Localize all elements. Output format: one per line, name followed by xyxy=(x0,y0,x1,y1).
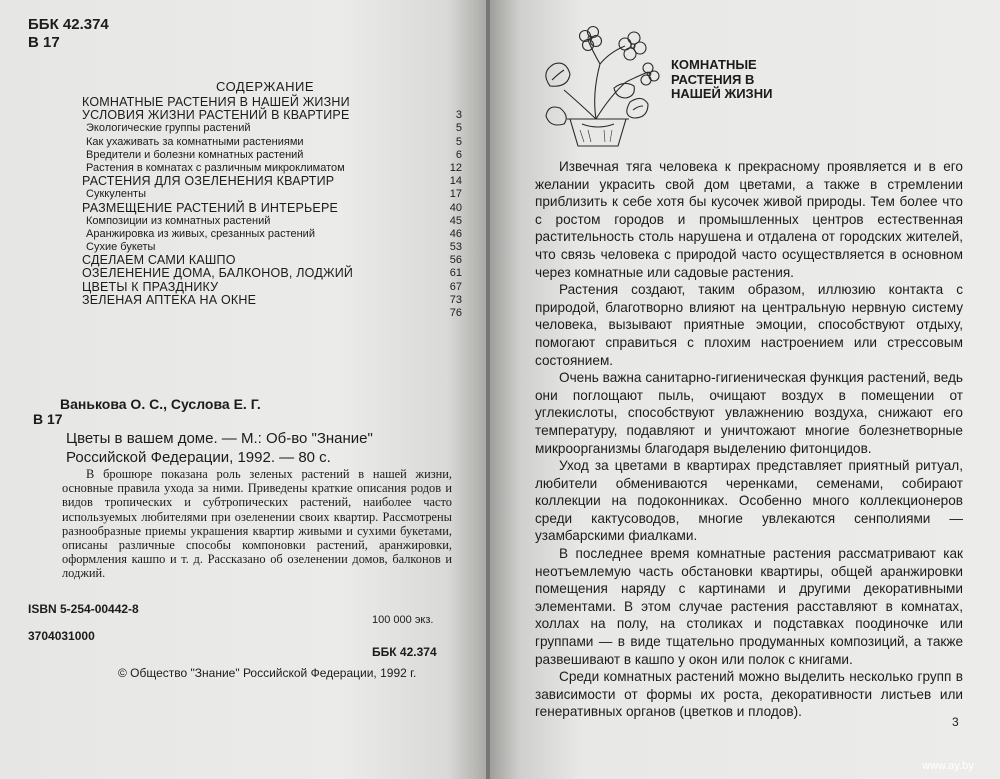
toc-entry-page: 6 xyxy=(455,148,462,161)
toc-entry-title: СДЕЛАЕМ САМИ КАШПО xyxy=(82,253,236,268)
body-paragraph: Среди комнатных растений можно выделить несколько групп в зависимости от формы их роста, декоративности листьев или генеративных органов (цветков и плодов). xyxy=(535,669,963,720)
toc-entry-page: 45 xyxy=(449,214,462,227)
toc-entry-title: Растения в комнатах с различным микроклиматом xyxy=(86,161,345,174)
toc-entry-page: 67 xyxy=(449,280,462,293)
toc-entry-page: 76 xyxy=(449,307,462,319)
toc-entry-page: 12 xyxy=(449,161,462,174)
toc-entry-title: ЦВЕТЫ К ПРАЗДНИКУ xyxy=(82,279,219,294)
toc-entry xyxy=(82,188,462,201)
toc-entry-page: 14 xyxy=(449,175,462,188)
toc-entry xyxy=(82,122,462,135)
toc-entry-page: 5 xyxy=(455,135,462,148)
toc-entry-title: Вредители и болезни комнатных растений xyxy=(86,148,304,161)
page-number: 3 xyxy=(952,715,959,729)
geranium-illustration xyxy=(530,24,665,149)
toc-entry xyxy=(82,175,462,188)
print-run: 100 000 экз. xyxy=(372,614,434,626)
body-text xyxy=(535,158,963,721)
toc-entry-title: РАСТЕНИЯ ДЛЯ ОЗЕЛЕНЕНИЯ КВАРТИР xyxy=(82,174,335,189)
toc-entry xyxy=(82,267,462,280)
catalog-code: В 17 xyxy=(28,34,60,51)
toc-entry xyxy=(82,281,462,294)
toc-entry-page: 56 xyxy=(449,254,462,267)
bbk-code-bottom: ББК 42.374 xyxy=(372,645,437,659)
toc-entry-page: 53 xyxy=(449,241,462,254)
pot-shape xyxy=(570,119,626,146)
toc-entry xyxy=(82,136,462,149)
book-gutter xyxy=(486,0,490,779)
toc-entry xyxy=(82,307,462,320)
toc-entry-page: 46 xyxy=(449,227,462,240)
body-paragraph: В последнее время комнатные растения рассматривают как неотъемлемую часть обстановки квартиры, общей аранжировки помещения наряду с картинами и другими декоративными элементами. В этом случае растения расставляют в комнатах, холлах на полу, на столиках и подставках поодиночке или группами — в виде тщательно продуманных композиций, а также развешивают в кашпо у окон или полок с книгами. xyxy=(535,546,963,667)
toc-entry-title: УСЛОВИЯ ЖИЗНИ РАСТЕНИЙ В КВАРТИРЕ xyxy=(82,108,350,123)
toc-entry-title: РАЗМЕЩЕНИЕ РАСТЕНИЙ В ИНТЕРЬЕРЕ xyxy=(82,200,339,215)
annotation xyxy=(62,467,452,581)
toc-entry xyxy=(82,202,462,215)
toc-entry-title: Суккуленты xyxy=(86,188,147,201)
bibliographic-entry xyxy=(66,429,446,467)
body-paragraph: Извечная тяга человека к прекрасному проявляется и в его желании украсить свой дом цветами, а также в стремлении приблизить к себе хотя бы кусочек живой природы. Тем более что с ростом городов и промышленных центров естественная растительность столь нарушена и отдалена от городских жителей, что связь человека с природой часто осуществляется в основном через комнатные или садовые растения. xyxy=(535,159,963,280)
flower-cluster-1 xyxy=(619,32,646,60)
body-paragraph: Очень важна санитарно-гигиеническая функция растений, ведь они поглощают пыль, очищают воздух в помещении от углекислоты, способствуют увлажнению воздуха, снижают его температуру, подавляют и уничтожают многие болезнетворные микроорганизмы благодаря выделению фитонцидов. xyxy=(535,370,963,456)
toc-entry-page: 40 xyxy=(449,201,462,214)
toc-heading: СОДЕРЖАНИЕ xyxy=(216,79,315,94)
table-of-contents xyxy=(82,96,462,320)
toc-entry-title: ЗЕЛЕНАЯ АПТЕКА НА ОКНЕ xyxy=(82,292,257,307)
toc-entry-page: 17 xyxy=(449,188,462,201)
toc-entry-page: 3 xyxy=(455,109,462,122)
toc-entry-page: 5 xyxy=(455,122,462,135)
toc-entry xyxy=(82,215,462,228)
body-paragraph: Растения создают, таким образом, иллюзию контакта с природой, благотворно влияют на центральную нервную систему человека, вызывают приятные эмоции, способствуют отдыху, помогают справиться с плохим настроением или стрессовым состоянием. xyxy=(535,282,963,368)
toc-entry-page: 73 xyxy=(449,293,462,306)
publication-code: 3704031000 xyxy=(28,629,95,643)
watermark: www.ay.by xyxy=(922,760,974,772)
biblio-line-1: Цветы в вашем доме. — М.: Об-во "Знание" xyxy=(66,430,373,447)
toc-entry-title: Как ухаживать за комнатными растениями xyxy=(86,135,304,148)
toc-entry-title: Аранжировка из живых, срезанных растений xyxy=(86,227,315,240)
toc-entry xyxy=(82,109,462,122)
toc-entry xyxy=(82,149,462,162)
chapter-title: КОМНАТНЫЕ РАСТЕНИЯ В НАШЕЙ ЖИЗНИ xyxy=(671,57,773,101)
bbk-code: ББК 42.374 xyxy=(28,16,109,33)
toc-entry xyxy=(82,294,462,307)
catalog-code-secondary: В 17 xyxy=(33,411,63,427)
biblio-line-2: Российской Федерации, 1992. — 80 с. xyxy=(66,449,331,466)
toc-entry xyxy=(82,228,462,241)
toc-entry-title: КОМНАТНЫЕ РАСТЕНИЯ В НАШЕЙ ЖИЗНИ xyxy=(82,95,350,109)
bbk-code-top xyxy=(28,16,109,52)
copyright-line: © Общество "Знание" Российской Федерации, 1992 г. xyxy=(118,666,417,680)
toc-entry-title: ОЗЕЛЕНЕНИЕ ДОМА, БАЛКОНОВ, ЛОДЖИЙ xyxy=(82,266,354,281)
toc-entry-title: Композиции из комнатных растений xyxy=(86,214,271,227)
toc-entry-title: Экологические группы растений xyxy=(86,122,251,135)
toc-entry-title: Сухие букеты xyxy=(86,241,156,254)
author-line: Ванькова О. С., Суслова Е. Г. xyxy=(60,396,261,412)
isbn: ISBN 5-254-00442-8 xyxy=(28,602,139,616)
annotation-text: В брошюре показана роль зеленых растений в нашей жизни, основные правила ухода за ними. Приведены краткие описания родов и видов тропических и субтропических растений, наиболее часто используемых любителями при озеленении своих квартир. Рассмотрены разнообразные приемы украшения квартир живыми и сухими букетами, описаны различные способы компоновки растений, аранжировки, оформления кашпо и т. д. Рассказано об озеленении домов, балконов и лоджий. xyxy=(62,467,452,581)
body-paragraph: Уход за цветами в квартирах представляет приятный ритуал, любители обмениваются черенками, семенами, собирают коллекции на подоконниках. Особенно много коллекционеров среди кактусоводов, многие увлекаются сенполиями — узамбарскими фиалками. xyxy=(535,458,963,544)
toc-entry-page: 61 xyxy=(449,267,462,280)
